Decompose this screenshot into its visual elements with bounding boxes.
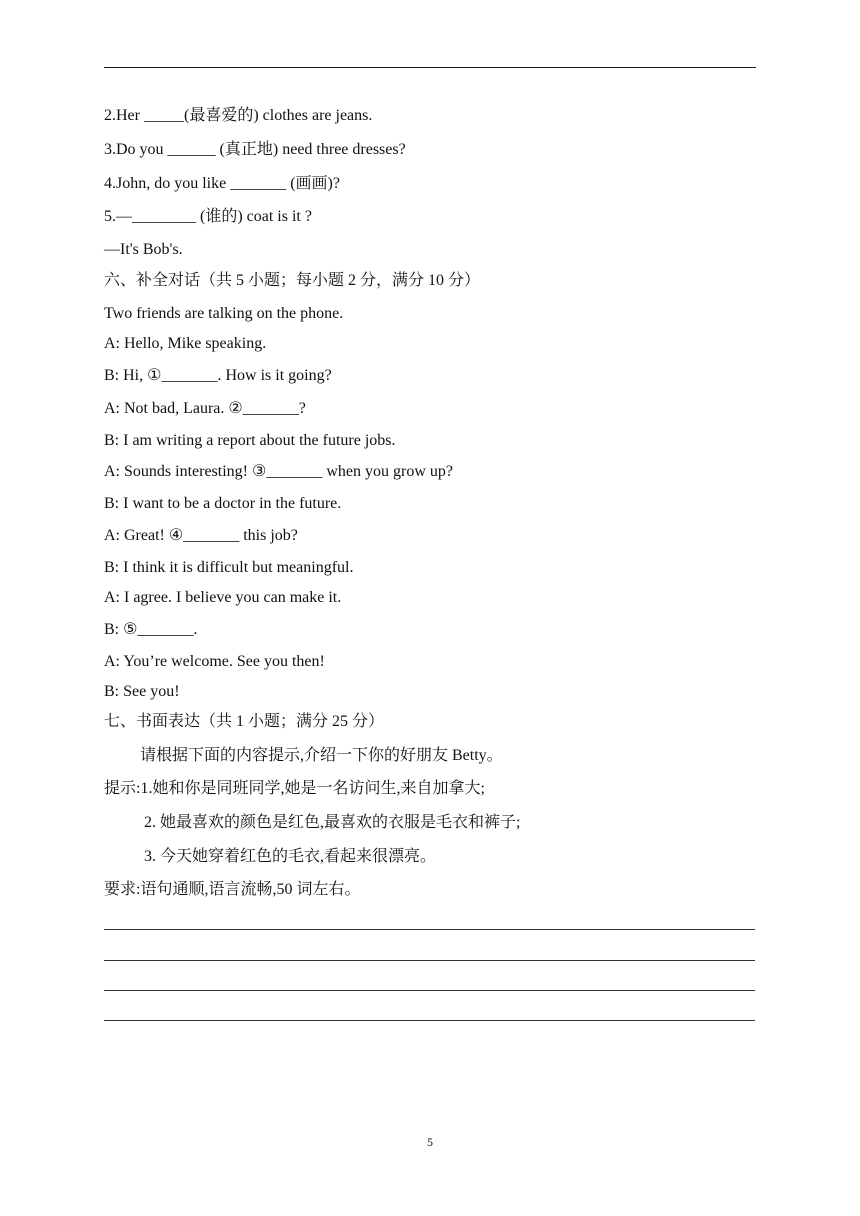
dialogue-line: B: I think it is difficult but meaningful. <box>104 559 354 576</box>
dialogue-line: A: I agree. I believe you can make it. <box>104 589 342 606</box>
section-7-heading: 七、书面表达（共 1 小题；满分 25 分） <box>104 713 385 730</box>
answer-writing-line[interactable] <box>104 960 755 961</box>
page-number: 5 <box>427 1135 433 1149</box>
writing-hint-1: 提示:1.她和你是同班同学,她是一名访问生,来自加拿大; <box>104 780 485 797</box>
dialogue-line: B: I am writing a report about the future jobs. <box>104 432 396 449</box>
fill-blank-item-4: 4.John, do you like _______ (画画)? <box>104 175 340 192</box>
dialogue-line: B: I want to be a doctor in the future. <box>104 495 342 512</box>
dialogue-line: B: Hi, ①_______. How is it going? <box>104 367 332 384</box>
fill-blank-item-3: 3.Do you ______ (真正地) need three dresses? <box>104 141 406 158</box>
fill-blank-item-5: 5.—________ (谁的) coat is it ? <box>104 208 312 225</box>
dialogue-line: A: Hello, Mike speaking. <box>104 335 267 352</box>
dialogue-line: A: Not bad, Laura. ②_______? <box>104 400 306 417</box>
dialogue-intro: Two friends are talking on the phone. <box>104 305 344 322</box>
fill-blank-item-5-answer: —It's Bob's. <box>104 241 183 258</box>
header-rule <box>104 67 756 68</box>
dialogue-line: A: You’re welcome. See you then! <box>104 653 325 670</box>
answer-writing-line[interactable] <box>104 1020 755 1021</box>
answer-writing-line[interactable] <box>104 990 755 991</box>
dialogue-line: A: Sounds interesting! ③_______ when you grow up? <box>104 463 453 480</box>
writing-hint-3: 3. 今天她穿着红色的毛衣,看起来很漂亮。 <box>144 848 437 865</box>
answer-writing-line[interactable] <box>104 929 755 930</box>
writing-requirements: 要求:语句通顺,语言流畅,50 词左右。 <box>104 881 361 898</box>
dialogue-line: B: ⑤_______. <box>104 621 198 638</box>
fill-blank-item-2: 2.Her _____(最喜爱的) clothes are jeans. <box>104 107 373 124</box>
dialogue-line: B: See you! <box>104 683 180 700</box>
section-6-heading: 六、补全对话（共 5 小题；每小题 2 分，满分 10 分） <box>104 272 481 289</box>
writing-hint-2: 2. 她最喜欢的颜色是红色,最喜欢的衣服是毛衣和裤子; <box>144 814 521 831</box>
writing-prompt: 请根据下面的内容提示,介绍一下你的好朋友 Betty。 <box>140 747 503 764</box>
dialogue-line: A: Great! ④_______ this job? <box>104 527 298 544</box>
